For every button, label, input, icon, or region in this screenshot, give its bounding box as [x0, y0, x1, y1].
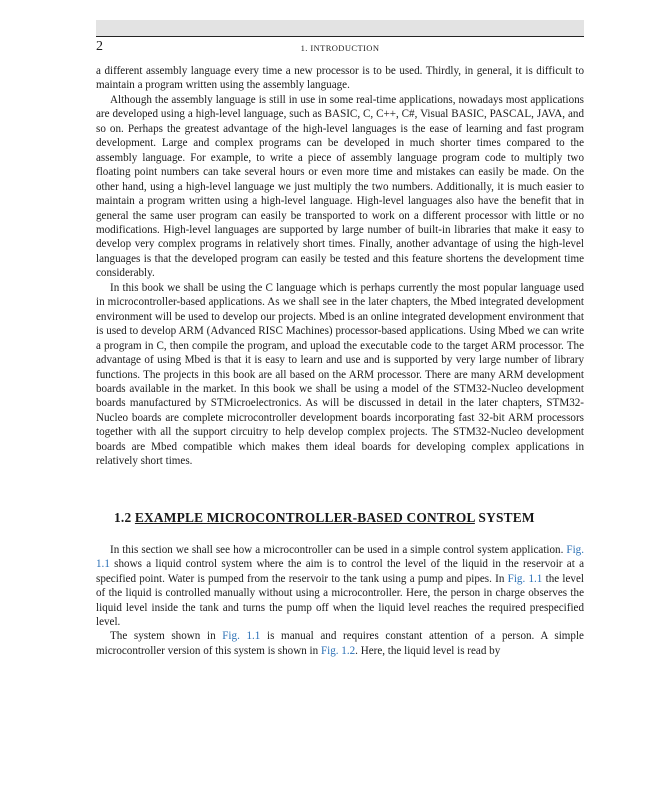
top-scrollbar-strip: [96, 20, 584, 36]
section-number: 1.2: [114, 509, 132, 525]
section-title-rest: SYSTEM: [474, 509, 535, 525]
p5-text-c: . Here, the liquid level is read by: [355, 644, 501, 657]
section-title-underlined: EXAMPLE MICROCONTROLLER-BASED CONTROL: [134, 509, 475, 525]
paragraph-2: Although the assembly language is still in use in some real-time applications, nowadays most applications are developed using a high-level language, such as BASIC, C, C++, C#, Visual BASIC, PASCAL, JAVA, and so on. Perhaps the greatest advantage of the high-level languages is the ease of learning and fast program development. Large and complex programs can be developed in much shorter times compared to the assembly language. For example, to write a piece of assembly language program code to multiply two floating point numbers can take several hours or even more time and mistakes can easily be made. On the other hand, using a high-level language we just multiply the two numbers. Additionally, it is much easier to maintain a program written using a high-level language. High-level languages also have the benefit that in general the same user program can easily be transported to work on a different processor with little or no modifications. High-level languages are supported by large number of built-in libraries that make it easy to develop very complex programs in relatively short times. Finally, another advantage of using the high-level languages is that the developed program can easily be tested and this feature shortens the development time considerably.: [96, 93, 584, 280]
figure-link-1-2[interactable]: Fig. 1.2: [320, 644, 356, 657]
p4-text-c: the level of the liquid is controlled manually without using a microcontroller. Here, the person in charge observes the liquid level inside the tank and turns the pump off when the liquid level reaches the required prespecified level.: [96, 572, 584, 628]
paragraph-5: [96, 629, 584, 658]
p5-text-b: is manual and requires constant attention of a person. A simple microcontroller version of this system is shown in: [96, 630, 584, 657]
page-number: 2: [96, 39, 103, 54]
page-content: [96, 64, 584, 658]
paragraph-1: a different assembly language every time a new processor is to be used. Thirdly, in general, it is difficult to maintain a program written using the assembly language.: [96, 65, 584, 92]
p4-text-a: In this section we shall see how a microcontroller can be used in a simple control system application.: [110, 543, 567, 556]
section-heading: [96, 509, 584, 527]
paragraph-3: In this book we shall be using the C language which is perhaps currently the most popular language used in microcontroller-based applications. As we shall see in the later chapters, the Mbed integrated development environment will be used to develop our projects. Mbed is an online integrated development environment that is used to develop ARM (Advanced RISC Machines) processor-based applications. Using Mbed we can write a program in C, then compile the program, and upload the executable code to the target ARM processor. The advantage of using Mbed is that it is easy to learn and use and is supported by very large number of library functions. The projects in this book are all based on the ARM processor. There are many ARM development boards available in the market. In this book we shall be using a model of the STM32-Nucleo development boards manufactured by STMicroelectronics. As will be discussed in detail in the later chapters, STM32-Nucleo boards are complete microcontroller development boards incorporating fast 32-bit ARM processors together with all the support circuitry to help develop complex projects. The STM32-Nucleo development boards are Mbed compatible which makes them ideal boards for developing complex applications in relatively short times.: [96, 281, 585, 468]
running-head: 1. INTRODUCTION: [300, 43, 380, 53]
figure-link-1-1[interactable]: Fig. 1.1: [96, 543, 584, 571]
page-header: [96, 36, 584, 59]
p4-text-b: shows a liquid control system where the aim is to control the level of the liquid in the reservoir at a specified point. Water is pumped from the reservoir to the tank using a pump and pipes. In: [96, 558, 584, 585]
paragraph-4: [96, 543, 584, 630]
p5-text-a: The system shown in: [110, 630, 223, 643]
figure-link-1-1-third[interactable]: Fig. 1.1: [222, 630, 261, 643]
figure-link-1-1-second[interactable]: Fig. 1.1: [507, 572, 543, 585]
